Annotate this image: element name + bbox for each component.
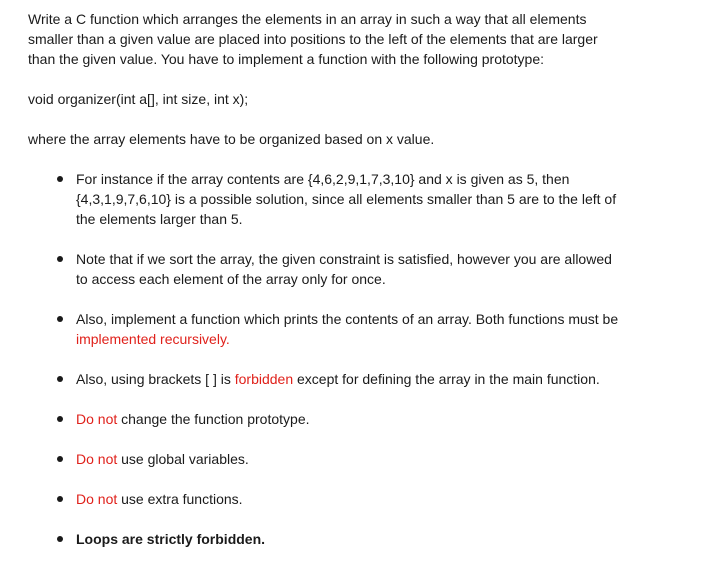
do-not-emphasis: Do not: [76, 451, 118, 467]
loops-forbidden-text: Loops are strictly forbidden.: [76, 531, 266, 547]
do-not-emphasis: Do not: [76, 411, 118, 427]
sort-note-line-1: Note that if we sort the array, the given constraint is satisfied, however you are allowed: [76, 251, 612, 267]
bullet-icon: [57, 416, 63, 422]
extra-functions-rule-text: use extra functions.: [117, 491, 243, 507]
list-item-print-function: [28, 309, 718, 349]
forbidden-emphasis: forbidden: [234, 371, 294, 387]
assignment-document: [28, 9, 718, 569]
bullet-icon: [57, 316, 63, 322]
list-item-global-rule: [28, 449, 718, 469]
list-item-sort-note: [28, 249, 718, 289]
example-line-1: For instance if the array contents are {4,6,2,9,1,7,3,10} and x is given as 5, then: [76, 171, 570, 187]
global-rule-text: use global variables.: [117, 451, 249, 467]
bullet-icon: [57, 376, 63, 382]
brackets-pre: Also, using brackets [ ] is: [76, 371, 235, 387]
bullet-icon: [57, 456, 63, 462]
example-line-2: {4,3,1,9,7,6,10} is a possible solution, since all elements smaller than 5 are to the left of: [76, 191, 617, 207]
bullet-icon: [57, 496, 63, 502]
bullet-icon: [57, 256, 63, 262]
function-prototype: void organizer(int a[], int size, int x);: [28, 91, 249, 107]
list-item-loops-rule: [28, 529, 718, 549]
recursive-emphasis: implemented recursively.: [76, 331, 230, 347]
intro-line-2: smaller than a given value are placed into positions to the left of the elements that are larger: [28, 31, 598, 47]
list-item-prototype-rule: [28, 409, 718, 429]
print-function-line-1: Also, implement a function which prints the contents of an array. Both functions must be: [76, 311, 619, 327]
list-item-example: [28, 169, 718, 229]
example-line-3: the elements larger than 5.: [76, 211, 243, 227]
brackets-post: except for defining the array in the main function.: [293, 371, 600, 387]
list-item-brackets: [28, 369, 718, 389]
bullet-icon: [57, 536, 63, 542]
bullet-icon: [57, 176, 63, 182]
where-paragraph: where the array elements have to be organized based on x value.: [28, 131, 435, 147]
requirements-list: [28, 169, 718, 549]
sort-note-line-2: to access each element of the array only for once.: [76, 271, 386, 287]
intro-line-3: than the given value. You have to implement a function with the following prototype:: [28, 51, 545, 67]
do-not-emphasis: Do not: [76, 491, 118, 507]
intro-line-1: Write a C function which arranges the elements in an array in such a way that all elements: [28, 11, 587, 27]
prototype-rule-text: change the function prototype.: [117, 411, 310, 427]
list-item-extra-functions-rule: [28, 489, 718, 509]
intro-paragraph: [28, 9, 718, 69]
